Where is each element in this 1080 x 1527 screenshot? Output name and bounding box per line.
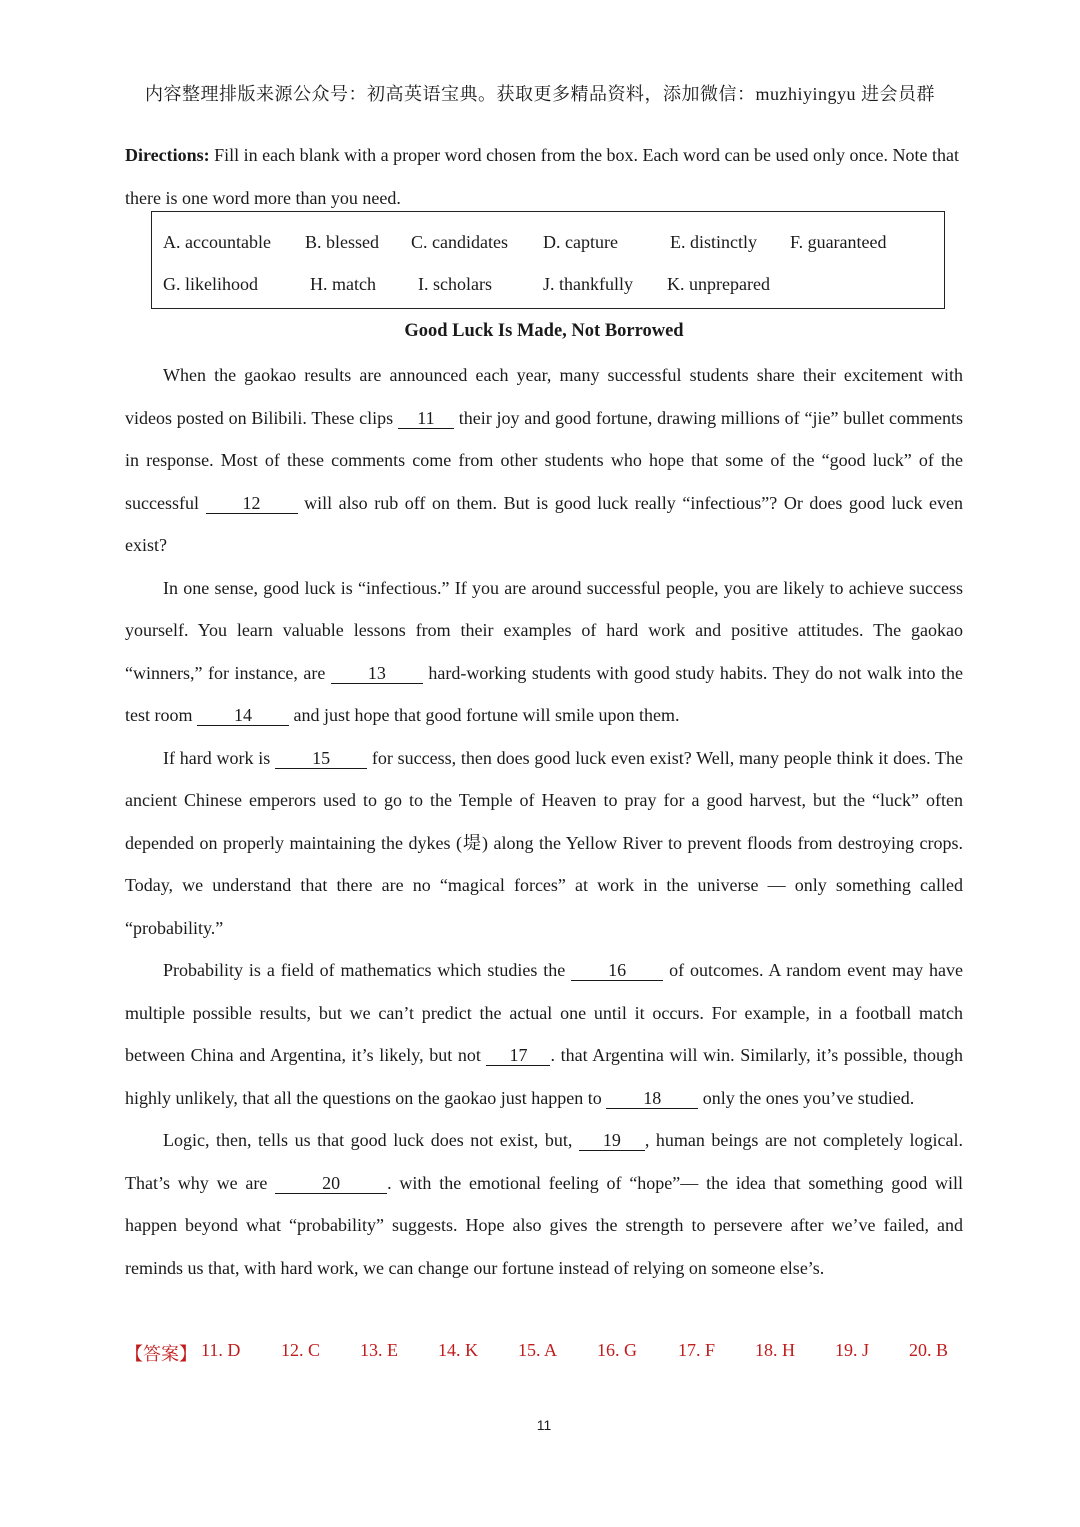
answer-17: 17. F	[678, 1340, 716, 1360]
answer-11: 11. D	[201, 1340, 241, 1360]
answer-13: 13. E	[360, 1340, 398, 1360]
paragraph-2	[125, 567, 963, 737]
answer-key	[125, 1340, 965, 1366]
passage-title: Good Luck Is Made, Not Borrowed	[404, 321, 684, 341]
word-option-a: A. accountable	[163, 232, 271, 252]
passage-text: of outcomes. A random event may have multiple possible results, but we can’t predict the actual one until it occurs. For example, in a football match between China and Argentina, it’s likely, but not	[125, 960, 963, 1065]
answer-19: 19. J	[835, 1340, 870, 1360]
word-option-k: K. unprepared	[667, 274, 770, 294]
blank-16: 16	[571, 960, 663, 981]
passage-text: . with the emotional feeling of “hope”— the idea that something good will happen beyond what “probability” suggests. Hope also gives the strength to persevere after we’ve failed, and reminds us that, with hard work, we can change our fortune instead of relying on someone else’s.	[125, 1172, 963, 1278]
paragraph-1	[125, 354, 963, 567]
passage-text: When the gaokao results are announced each year, many successful students share their excitement with videos posted on Bilibili. These clips	[125, 365, 963, 428]
passage-text: and just hope that good fortune will smile upon them.	[289, 705, 680, 725]
passage-text: , human beings are not completely logical. That’s why we are	[125, 1130, 963, 1193]
passage-text: only the ones you’ve studied.	[698, 1087, 915, 1108]
answer-12: 12. C	[281, 1340, 321, 1360]
answer-15: 15. A	[518, 1340, 558, 1360]
passage-text: their joy and good fortune, drawing millions of “jie” bullet comments in response. Most of these comments come from other students who hope that some of the “good luck” of the successful	[125, 407, 964, 513]
word-option-h: H. match	[310, 274, 376, 294]
directions-label: Directions:	[125, 145, 210, 165]
word-option-i: I. scholars	[418, 274, 492, 294]
passage-text: will also rub off on them. But is good luck really “infectious”? Or does good luck even exist?	[125, 492, 964, 555]
answer-18: 18. H	[755, 1340, 795, 1360]
answer-16: 16. G	[597, 1340, 637, 1360]
blank-11: 11	[398, 408, 454, 429]
blank-12: 12	[206, 493, 298, 514]
answer-label: 【答案】	[125, 1344, 197, 1364]
directions-text: Fill in each blank with a proper word chosen from the box. Each word can be used only once. Note that there is one word more than you need.	[125, 145, 959, 208]
word-option-j: J. thankfully	[543, 274, 633, 294]
page-number: 11	[536, 1417, 552, 1433]
blank-19: 19	[579, 1130, 645, 1151]
word-option-b: B. blessed	[305, 232, 379, 252]
paragraph-4	[125, 949, 963, 1119]
blank-20: 20	[275, 1173, 387, 1194]
blank-13: 13	[331, 663, 423, 684]
passage-text: hard-working students with good study habits. They do not walk into the test room	[125, 662, 963, 725]
blank-18: 18	[606, 1088, 698, 1109]
passage	[125, 354, 963, 1289]
passage-text: Logic, then, tells us that good luck does not exist, but,	[163, 1130, 579, 1150]
passage-text: Probability is a field of mathematics which studies the	[163, 960, 572, 980]
blank-17: 17	[486, 1045, 550, 1066]
word-option-e: E. distinctly	[670, 232, 757, 252]
answer-14: 14. K	[438, 1340, 478, 1360]
word-option-f: F. guaranteed	[790, 232, 887, 252]
word-option-d: D. capture	[543, 232, 618, 252]
directions	[125, 134, 965, 219]
blank-15: 15	[275, 748, 367, 769]
page-header: 内容整理排版来源公众号：初高英语宝典。获取更多精品资料，添加微信：muzhiyingyu 进会员群	[145, 84, 935, 104]
word-option-c: C. candidates	[411, 232, 508, 252]
passage-text: . that Argentina will win. Similarly, it’s possible, though highly unlikely, that all the questions on the gaokao just happen to	[125, 1045, 963, 1108]
answer-20: 20. B	[909, 1340, 949, 1360]
paragraph-3	[125, 737, 963, 950]
passage-text: If hard work is	[163, 747, 276, 768]
passage-text: In one sense, good luck is “infectious.” If you are around successful people, you are likely to achieve success yourself. You learn valuable lessons from their examples of hard work and positive attitudes. The gaokao “winners,” for instance, are	[125, 577, 963, 683]
passage-text: for success, then does good luck even exist? Well, many people think it does. The ancient Chinese emperors used to go to the Temple of Heaven to pray for a good harvest, but the “luck” often depended on properly maintaining the dykes (堤) along the Yellow River to prevent floods from destroying crops. Today, we understand that there are no “magical forces” at work in the universe — only something called “probability.”	[125, 747, 964, 938]
word-box	[151, 211, 945, 309]
paragraph-5	[125, 1119, 963, 1289]
word-option-g: G. likelihood	[163, 274, 258, 294]
blank-14: 14	[197, 705, 289, 726]
